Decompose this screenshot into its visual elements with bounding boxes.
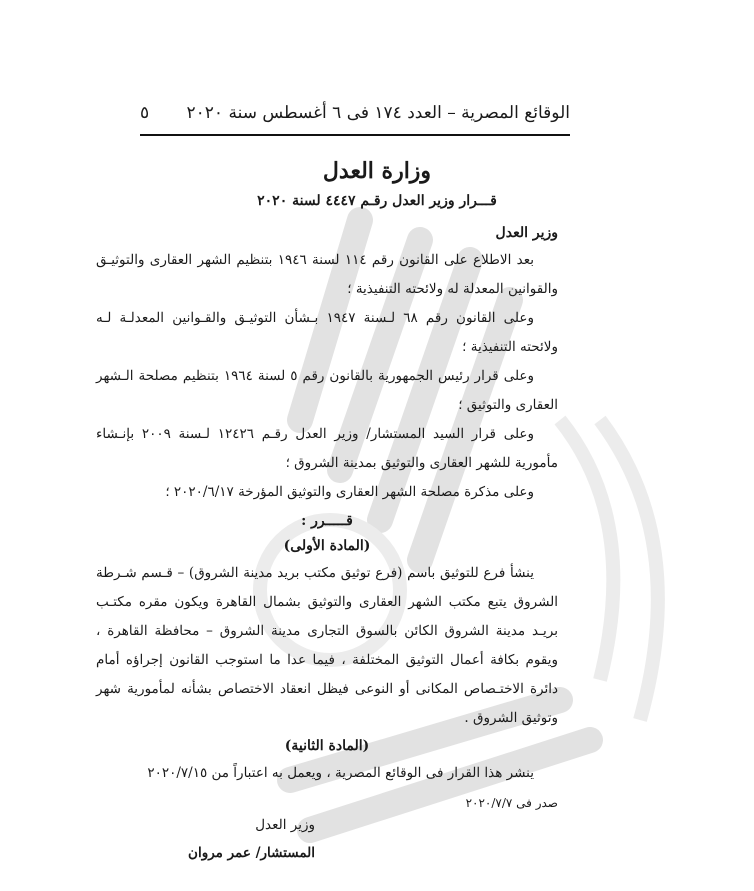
preamble-paragraph: وعلى القانون رقم ٦٨ لـسنة ١٩٤٧ بـشأن التوثيـق والقـوانين المعدلـة لـه ولائحته التنفيذية ؛ xyxy=(96,310,558,355)
article-1-heading: (المادة الأولى) xyxy=(283,538,371,554)
preamble-paragraph: وعلى مذكرة مصلحة الشهر العقارى والتوثيق المؤرخة ٢٠٢٠/٦/١٧ ؛ xyxy=(165,484,534,500)
decree-title: قـــرار وزير العدل رقـم ٤٤٤٧ لسنة ٢٠٢٠ xyxy=(257,193,497,209)
decree-body xyxy=(96,220,558,816)
signature-block xyxy=(165,812,315,868)
preamble-paragraph: بعد الاطلاع على القانون رقم ١١٤ لسنة ١٩٤٦ بتنظيم الشهر العقارى والتوثيـق والقوانين المعدلة له ولائحته التنفيذية ؛ xyxy=(96,252,558,297)
article-2-heading: (المادة الثانية) xyxy=(284,738,370,754)
header-title: الوقائع المصرية – العدد ١٧٤ فى ٦ أغسطس سنة ٢٠٢٠ xyxy=(186,103,570,123)
article-2-text: ينشر هذا القرار فى الوقائع المصرية ، ويعمل به اعتباراً من ٢٠٢٠/٧/١٥ xyxy=(147,765,534,781)
signature-title: وزير العدل xyxy=(255,817,315,833)
resolved-heading: قـــــرر : xyxy=(301,513,353,529)
issuer-heading: وزير العدل xyxy=(495,225,558,241)
signature-name: المستشار/ عمر مروان xyxy=(188,845,315,861)
gazette-header xyxy=(140,103,570,131)
article-1-text: ينشأ فرع للتوثيق باسم (فرع توثيق مكتب بريد مدينة الشروق) – قـسم شـرطة الشروق يتبع مكتب الشهر العقارى والتوثيق بشمال القاهرة ويكون مقره مكتـب بريـد مدينة الشروق الكائن بالسوق التجارى مدينة الشروق – محافظة القاهرة ، ويقوم بكافة أعمال التوثيق المختلفة ، فيما عدا ما استوجب القانون إجراؤه أمام دائرة الاختـصاص المكانى أو النوعى فيظل انعقاد الاختصاص بشأنه لمأمورية شهر وتوثيق الشروق . xyxy=(96,565,558,726)
ministry-title: وزارة العدل xyxy=(322,158,432,184)
preamble-paragraph: وعلى قرار رئيس الجمهورية بالقانون رقم ٥ لسنة ١٩٦٤ بتنظيم مصلحة الـشهر العقارى والتوثيق ؛ xyxy=(96,368,558,413)
header-divider xyxy=(140,134,570,136)
preamble-paragraph: وعلى قرار السيد المستشار/ وزير العدل رقـم ١٢٤٢٦ لـسنة ٢٠٠٩ بإنـشاء مأمورية للشهر العقارى والتوثيق بمدينة الشروق ؛ xyxy=(96,426,558,471)
page-number: ٥ xyxy=(140,103,150,123)
issue-date: صدر فى ٢٠٢٠/٧/٧ xyxy=(465,796,558,810)
